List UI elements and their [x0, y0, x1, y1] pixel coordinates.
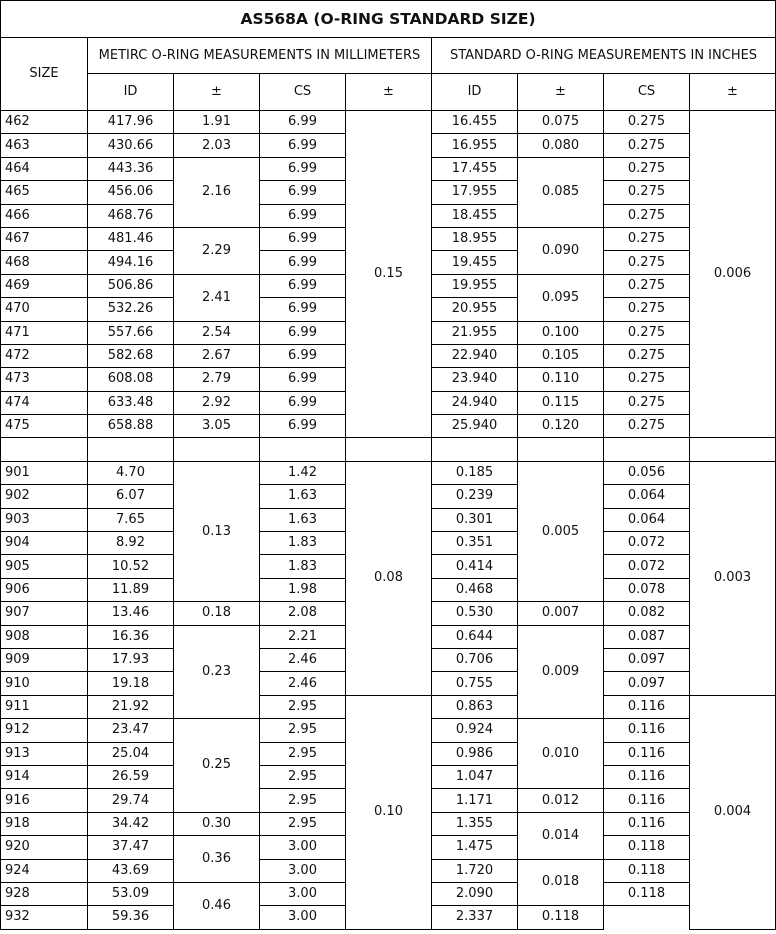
inch-cs-cell: 0.116 — [604, 695, 690, 718]
metric-id-cell: 4.70 — [88, 461, 174, 484]
metric-id-cell: 6.07 — [88, 485, 174, 508]
table-row — [1, 461, 776, 484]
metric-id-cell: 53.09 — [88, 882, 174, 905]
metric-id-cell: 633.48 — [88, 391, 174, 414]
metric-id-tolerance-cell: 0.36 — [174, 836, 260, 883]
metric-id-cell: 481.46 — [88, 227, 174, 250]
metric-id-tolerance-cell: 2.16 — [174, 157, 260, 227]
inch-id-cell: 1.475 — [432, 836, 518, 859]
inch-id-tolerance-cell: 0.075 — [518, 111, 604, 134]
metric-cs-cell: 3.00 — [260, 859, 346, 882]
inch-id-cell: 2.337 — [432, 906, 518, 929]
inch-id-tolerance-cell: 0.010 — [518, 719, 604, 789]
inch-id-cell: 0.986 — [432, 742, 518, 765]
inch-id-cell: 0.351 — [432, 532, 518, 555]
inch-id-header: ID — [432, 74, 518, 111]
inch-id-cell: 20.955 — [432, 298, 518, 321]
empty-cell — [174, 438, 260, 461]
metric-id-cell: 7.65 — [88, 508, 174, 531]
inch-id-cell: 17.455 — [432, 157, 518, 180]
inch-id-tolerance-cell: 0.120 — [518, 415, 604, 438]
metric-cs-cell: 1.98 — [260, 578, 346, 601]
empty-cell — [690, 438, 776, 461]
inch-id-tolerance-cell: 0.105 — [518, 344, 604, 367]
metric-id-cell: 608.08 — [88, 368, 174, 391]
metric-id-cell: 557.66 — [88, 321, 174, 344]
empty-cell — [604, 438, 690, 461]
metric-cs-cell: 6.99 — [260, 111, 346, 134]
inch-id-tolerance-cell: 0.095 — [518, 274, 604, 321]
metric-cs-cell: 6.99 — [260, 368, 346, 391]
inch-cs-cell: 0.072 — [604, 555, 690, 578]
inch-cs-cell: 0.116 — [604, 765, 690, 788]
inch-cs-cell: 0.275 — [604, 391, 690, 414]
inch-cs-cell: 0.275 — [604, 298, 690, 321]
metric-cs-cell: 2.95 — [260, 742, 346, 765]
inch-cs-cell: 0.072 — [604, 532, 690, 555]
inch-cs-cell: 0.116 — [604, 742, 690, 765]
inch-id-cell: 1.171 — [432, 789, 518, 812]
inch-id-tolerance-cell: 0.007 — [518, 602, 604, 625]
inch-id-cell: 0.863 — [432, 695, 518, 718]
inch-cs-cell: 0.275 — [604, 321, 690, 344]
table-row — [1, 111, 776, 134]
metric-id-cell: 37.47 — [88, 836, 174, 859]
inch-cs-cell: 0.275 — [604, 204, 690, 227]
metric-cs-cell: 3.00 — [260, 836, 346, 859]
metric-cs-cell: 6.99 — [260, 204, 346, 227]
table-row — [1, 695, 776, 718]
metric-id-cell: 494.16 — [88, 251, 174, 274]
size-cell: 475 — [1, 415, 88, 438]
metric-id-tolerance-cell: 2.03 — [174, 134, 260, 157]
size-cell: 912 — [1, 719, 88, 742]
metric-id-cell: 34.42 — [88, 812, 174, 835]
size-cell: 473 — [1, 368, 88, 391]
inch-id-tolerance-cell: 0.110 — [518, 368, 604, 391]
size-cell: 909 — [1, 648, 88, 671]
size-cell: 462 — [1, 111, 88, 134]
size-cell: 464 — [1, 157, 88, 180]
metric-id-tolerance-cell: 3.05 — [174, 415, 260, 438]
inch-id-cell: 0.185 — [432, 461, 518, 484]
inch-cs-cell: 0.064 — [604, 485, 690, 508]
inch-id-tolerance-cell: 0.115 — [518, 391, 604, 414]
metric-id-cell: 582.68 — [88, 344, 174, 367]
metric-id-cell: 21.92 — [88, 695, 174, 718]
metric-cs-cell: 6.99 — [260, 134, 346, 157]
inch-cs-header: CS — [604, 74, 690, 111]
metric-cs-cell: 2.46 — [260, 648, 346, 671]
inch-cs-cell: 0.056 — [604, 461, 690, 484]
inch-id-cell: 1.720 — [432, 859, 518, 882]
size-cell: 906 — [1, 578, 88, 601]
metric-cs-cell: 2.95 — [260, 789, 346, 812]
inch-id-cell: 0.468 — [432, 578, 518, 601]
metric-cs-cell: 6.99 — [260, 321, 346, 344]
inch-cs-cell: 0.275 — [604, 227, 690, 250]
size-cell: 901 — [1, 461, 88, 484]
inch-group-header: STANDARD O-RING MEASUREMENTS IN INCHES — [432, 38, 776, 74]
size-cell: 905 — [1, 555, 88, 578]
empty-cell — [88, 438, 174, 461]
metric-id-cell: 456.06 — [88, 181, 174, 204]
size-cell: 928 — [1, 882, 88, 905]
metric-cs-cell: 6.99 — [260, 251, 346, 274]
empty-cell — [518, 438, 604, 461]
inch-id-cell: 16.455 — [432, 111, 518, 134]
size-cell: 908 — [1, 625, 88, 648]
size-cell: 469 — [1, 274, 88, 297]
metric-id-tolerance-cell: 0.25 — [174, 719, 260, 813]
inch-id-cell: 19.955 — [432, 274, 518, 297]
inch-cs-tolerance-cell: 0.004 — [690, 695, 776, 929]
inch-id-cell: 0.755 — [432, 672, 518, 695]
inch-id-cell: 24.940 — [432, 391, 518, 414]
table-title: AS568A (O-RING STANDARD SIZE) — [1, 1, 776, 38]
inch-cs-cell: 0.118 — [604, 859, 690, 882]
metric-cs-cell: 2.95 — [260, 695, 346, 718]
size-cell: 910 — [1, 672, 88, 695]
metric-cs-tolerance-cell: 0.08 — [346, 461, 432, 695]
metric-cs-tolerance-cell: 0.10 — [346, 695, 432, 929]
size-cell: 911 — [1, 695, 88, 718]
metric-id-cell: 658.88 — [88, 415, 174, 438]
inch-id-tolerance-cell: 0.012 — [518, 789, 604, 812]
size-cell: 924 — [1, 859, 88, 882]
inch-cs-cell: 0.275 — [604, 274, 690, 297]
metric-id-cell: 16.36 — [88, 625, 174, 648]
inch-cs-cell: 0.097 — [604, 648, 690, 671]
metric-id-cell: 430.66 — [88, 134, 174, 157]
inch-id-cell: 16.955 — [432, 134, 518, 157]
inch-id-tolerance-cell: 0.080 — [518, 134, 604, 157]
inch-id-tol-header: ± — [518, 74, 604, 111]
metric-id-header: ID — [88, 74, 174, 111]
inch-id-cell: 0.924 — [432, 719, 518, 742]
metric-id-tolerance-cell: 2.29 — [174, 227, 260, 274]
inch-id-tolerance-cell: 0.014 — [518, 812, 604, 859]
inch-id-cell: 21.955 — [432, 321, 518, 344]
inch-id-cell: 17.955 — [432, 181, 518, 204]
metric-id-tolerance-cell: 1.91 — [174, 111, 260, 134]
metric-id-tolerance-cell: 2.67 — [174, 344, 260, 367]
metric-cs-cell: 6.99 — [260, 157, 346, 180]
metric-cs-cell: 6.99 — [260, 274, 346, 297]
metric-cs-cell: 1.42 — [260, 461, 346, 484]
metric-id-cell: 19.18 — [88, 672, 174, 695]
metric-cs-cell: 2.21 — [260, 625, 346, 648]
size-cell: 904 — [1, 532, 88, 555]
inch-cs-cell: 0.087 — [604, 625, 690, 648]
metric-id-tolerance-cell: 0.30 — [174, 812, 260, 835]
metric-group-header: METIRC O-RING MEASUREMENTS IN MILLIMETERS — [88, 38, 432, 74]
metric-cs-cell: 3.00 — [260, 882, 346, 905]
metric-id-cell: 13.46 — [88, 602, 174, 625]
metric-id-tolerance-cell: 2.54 — [174, 321, 260, 344]
size-cell: 468 — [1, 251, 88, 274]
inch-id-cell: 23.940 — [432, 368, 518, 391]
metric-id-tolerance-cell: 2.79 — [174, 368, 260, 391]
size-cell: 463 — [1, 134, 88, 157]
metric-id-cell: 26.59 — [88, 765, 174, 788]
inch-id-tolerance-cell: 0.085 — [518, 157, 604, 227]
inch-id-cell: 0.414 — [432, 555, 518, 578]
size-cell: 470 — [1, 298, 88, 321]
metric-id-tol-header: ± — [174, 74, 260, 111]
metric-cs-cell: 2.08 — [260, 602, 346, 625]
metric-id-cell: 11.89 — [88, 578, 174, 601]
inch-id-cell: 19.455 — [432, 251, 518, 274]
metric-id-tolerance-cell: 0.18 — [174, 602, 260, 625]
inch-cs-cell: 0.275 — [604, 134, 690, 157]
metric-cs-cell: 2.95 — [260, 765, 346, 788]
size-cell: 913 — [1, 742, 88, 765]
inch-id-cell: 1.355 — [432, 812, 518, 835]
inch-cs-cell: 0.118 — [604, 882, 690, 905]
metric-cs-cell: 2.95 — [260, 812, 346, 835]
inch-cs-cell: 0.275 — [604, 111, 690, 134]
metric-cs-cell: 6.99 — [260, 391, 346, 414]
metric-id-tolerance-cell: 0.13 — [174, 461, 260, 601]
size-header: SIZE — [1, 38, 88, 111]
metric-cs-cell: 2.46 — [260, 672, 346, 695]
size-cell: 467 — [1, 227, 88, 250]
metric-cs-cell: 3.00 — [260, 906, 346, 929]
size-cell: 918 — [1, 812, 88, 835]
metric-id-cell: 59.36 — [88, 906, 174, 929]
empty-cell — [1, 438, 88, 461]
size-cell: 466 — [1, 204, 88, 227]
inch-cs-cell: 0.116 — [604, 719, 690, 742]
metric-id-cell: 43.69 — [88, 859, 174, 882]
metric-id-cell: 17.93 — [88, 648, 174, 671]
size-cell: 902 — [1, 485, 88, 508]
inch-cs-cell: 0.275 — [604, 157, 690, 180]
inch-id-cell: 22.940 — [432, 344, 518, 367]
size-cell: 907 — [1, 602, 88, 625]
metric-id-cell: 417.96 — [88, 111, 174, 134]
metric-cs-tolerance-cell: 0.15 — [346, 111, 432, 438]
size-cell: 474 — [1, 391, 88, 414]
metric-cs-cell: 1.63 — [260, 485, 346, 508]
inch-id-cell: 0.530 — [432, 602, 518, 625]
inch-id-tolerance-cell: 0.090 — [518, 227, 604, 274]
inch-id-tolerance-cell: 0.018 — [518, 859, 604, 906]
inch-cs-cell: 0.078 — [604, 578, 690, 601]
metric-cs-cell: 6.99 — [260, 181, 346, 204]
metric-cs-cell: 6.99 — [260, 227, 346, 250]
inch-id-cell: 0.301 — [432, 508, 518, 531]
inch-id-cell: 0.706 — [432, 648, 518, 671]
metric-id-tolerance-cell: 2.92 — [174, 391, 260, 414]
inch-id-cell: 0.644 — [432, 625, 518, 648]
inch-cs-cell: 0.082 — [604, 602, 690, 625]
size-cell: 472 — [1, 344, 88, 367]
size-cell: 903 — [1, 508, 88, 531]
inch-cs-cell: 0.097 — [604, 672, 690, 695]
metric-cs-cell: 6.99 — [260, 415, 346, 438]
size-cell: 465 — [1, 181, 88, 204]
metric-cs-cell: 1.63 — [260, 508, 346, 531]
inch-id-tolerance-cell: 0.100 — [518, 321, 604, 344]
metric-id-cell: 10.52 — [88, 555, 174, 578]
inch-cs-cell: 0.118 — [518, 906, 604, 929]
inch-cs-tol-header: ± — [690, 74, 776, 111]
metric-id-cell: 532.26 — [88, 298, 174, 321]
metric-cs-cell: 6.99 — [260, 298, 346, 321]
inch-id-cell: 2.090 — [432, 882, 518, 905]
metric-id-tolerance-cell: 0.23 — [174, 625, 260, 719]
inch-cs-tolerance-cell: 0.006 — [690, 111, 776, 438]
metric-cs-cell: 1.83 — [260, 532, 346, 555]
metric-cs-tol-header: ± — [346, 74, 432, 111]
empty-cell — [260, 438, 346, 461]
size-cell: 916 — [1, 789, 88, 812]
empty-cell — [346, 438, 432, 461]
metric-id-cell: 29.74 — [88, 789, 174, 812]
inch-id-cell: 1.047 — [432, 765, 518, 788]
empty-cell — [432, 438, 518, 461]
size-cell: 471 — [1, 321, 88, 344]
metric-cs-header: CS — [260, 74, 346, 111]
inch-id-cell: 18.455 — [432, 204, 518, 227]
separator-row — [1, 438, 776, 461]
inch-id-tolerance-cell: 0.005 — [518, 461, 604, 601]
metric-id-tolerance-cell: 2.41 — [174, 274, 260, 321]
inch-id-cell: 18.955 — [432, 227, 518, 250]
size-cell: 914 — [1, 765, 88, 788]
inch-cs-cell: 0.116 — [604, 812, 690, 835]
inch-cs-cell: 0.275 — [604, 368, 690, 391]
metric-cs-cell: 2.95 — [260, 719, 346, 742]
inch-cs-cell: 0.118 — [604, 836, 690, 859]
inch-id-cell: 25.940 — [432, 415, 518, 438]
inch-cs-cell: 0.275 — [604, 344, 690, 367]
metric-id-cell: 443.36 — [88, 157, 174, 180]
table-body — [1, 111, 776, 930]
inch-cs-cell: 0.064 — [604, 508, 690, 531]
metric-cs-cell: 6.99 — [260, 344, 346, 367]
metric-id-cell: 8.92 — [88, 532, 174, 555]
metric-id-cell: 25.04 — [88, 742, 174, 765]
inch-cs-tolerance-cell: 0.003 — [690, 461, 776, 695]
size-cell: 932 — [1, 906, 88, 929]
inch-id-cell: 0.239 — [432, 485, 518, 508]
metric-id-tolerance-cell: 0.46 — [174, 882, 260, 929]
metric-id-cell: 468.76 — [88, 204, 174, 227]
inch-cs-cell: 0.275 — [604, 251, 690, 274]
inch-id-tolerance-cell: 0.009 — [518, 625, 604, 719]
inch-cs-cell: 0.116 — [604, 789, 690, 812]
inch-cs-cell: 0.275 — [604, 415, 690, 438]
metric-id-cell: 506.86 — [88, 274, 174, 297]
inch-cs-cell: 0.275 — [604, 181, 690, 204]
metric-id-cell: 23.47 — [88, 719, 174, 742]
size-cell: 920 — [1, 836, 88, 859]
metric-cs-cell: 1.83 — [260, 555, 346, 578]
